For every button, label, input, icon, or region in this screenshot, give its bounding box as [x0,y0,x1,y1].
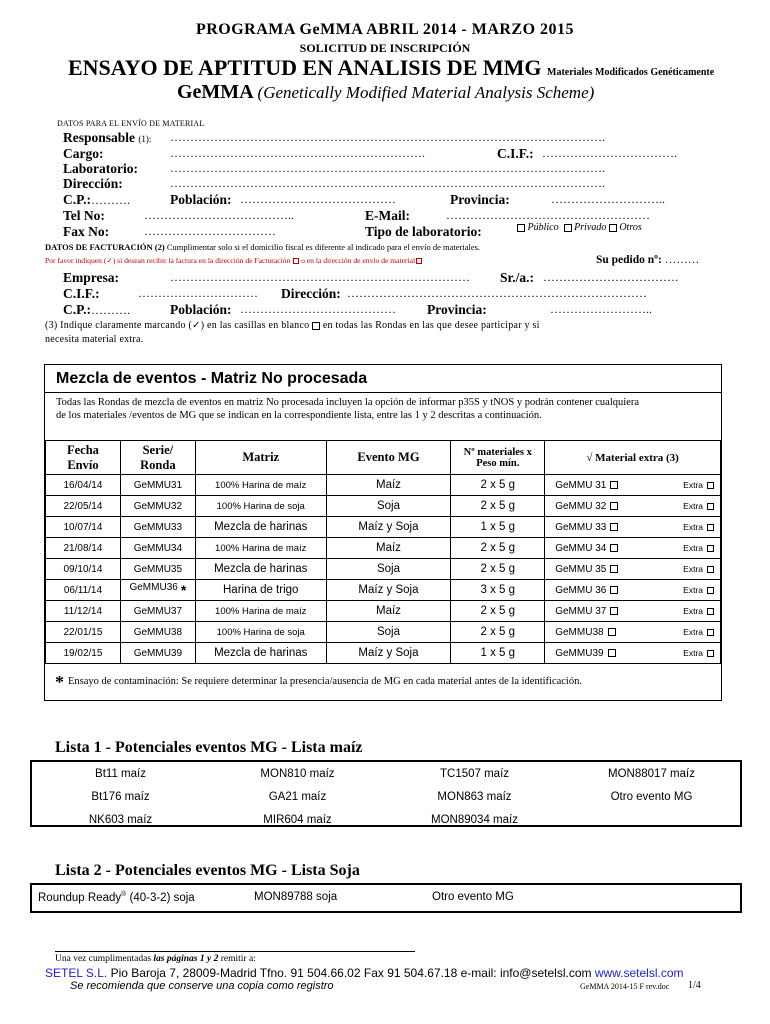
tel-label: Tel No: [63,208,105,223]
cell-num: 2 x 5 g [451,496,545,517]
note-3-cont: necesita material extra. [45,334,144,345]
cell-evento: Maíz y Soja [326,643,451,664]
sra-label: Sr./a.: [500,270,535,285]
cell-num: 1 x 5 g [451,517,545,538]
tipo-label: Tipo de laboratorio: [365,224,482,239]
cargo-field[interactable]: ………………………………………………………. [170,146,425,160]
extra-checkbox[interactable] [707,524,714,531]
mezcla-desc-1: Todas las Rondas de mezcla de eventos en matriz No procesada incluyen la opción de informar p35S y tNOS y podrán contener cualquiera [56,397,639,408]
table-row [46,601,721,622]
col-evento: Evento MG [326,441,451,475]
mezcla-title: Mezcla de eventos - Matriz No procesada [56,370,368,387]
cell-evento: Maíz [326,538,451,559]
extra-checkbox[interactable] [707,650,714,657]
cell-extra: GeMMU38 Extra [545,622,721,643]
footer-note: Se recomienda que conserve una copia como registro [70,980,334,992]
cell-serie: GeMMU33 [120,517,195,538]
list-item [563,808,740,831]
cell-num: 2 x 5 g [451,559,545,580]
empresa-label: Empresa: [63,270,119,285]
direccion-label: Dirección: [63,176,123,191]
list-item: MON810 maíz [260,767,335,780]
sra-field[interactable]: ……………………………. [543,270,678,284]
cell-fecha: 22/01/15 [46,622,121,643]
billing-cp-label: C.P.:………. [63,302,131,317]
cell-extra: GeMMU 34 Extra [545,538,721,559]
cell-serie: GeMMU34 [120,538,195,559]
ronda-checkbox[interactable] [608,649,616,657]
ronda-checkbox[interactable] [608,628,616,636]
extra-checkbox[interactable] [707,566,714,573]
cell-evento: Soja [326,496,451,517]
form-title: ENSAYO DE APTITUD EN ANALISIS DE MMG Materiales Modificados Genéticamente [68,55,715,80]
mezcla-footnote: Ensayo de contaminación: Se requiere determinar la presencia/ausencia de MG en cada material antes de la identificación. [68,676,582,687]
website-link[interactable]: www.setelsl.com [594,966,684,980]
list-item: MON89034 maíz [431,813,518,826]
list-item: MIR604 maíz [263,813,332,826]
billing-cif-field[interactable]: ………………………… [138,286,258,300]
footer-remit: Una vez cumplimentadas las páginas 1 y 2 remitir a: [55,954,256,964]
responsable-field[interactable]: ………………………………………………………………………………………………. [170,130,605,144]
cell-matriz: Mezcla de harinas [195,643,326,664]
cell-fecha: 09/10/14 [46,559,121,580]
list-item: Bt176 maíz [91,790,150,803]
cell-num: 2 x 5 g [451,538,545,559]
cell-num: 2 x 5 g [451,475,545,496]
table-row [46,475,721,496]
cell-num: 1 x 5 g [451,643,545,664]
cell-num: 2 x 5 g [451,622,545,643]
cell-matriz: 100% Harina de maíz [195,601,326,622]
cell-matriz: 100% Harina de soja [195,496,326,517]
footer-page: 1/4 [688,980,701,991]
cp-label: C.P.:………. [63,192,131,207]
cell-matriz: 100% Harina de soja [195,622,326,643]
list-item: Otro evento MG [610,790,693,803]
cell-extra: GeMMU 31 Extra [545,475,721,496]
fax-label: Fax No: [63,224,110,239]
billing-poblacion-label: Población: [170,302,232,317]
footer-contact: SETEL S.L. Pio Baroja 7, 28009-Madrid Tfno. 91 504.66.02 Fax 91 504.67.18 e-mail: info@setelsl.com www.setelsl.com [45,966,684,980]
shipping-address-checkbox[interactable] [416,258,422,264]
cell-fecha: 22/05/14 [46,496,121,517]
lista2-item-roundup: Roundup Ready® (40-3-2) soja [38,891,195,904]
cell-serie: GeMMU36 * [120,580,195,601]
fax-field[interactable]: …………………………… [144,224,276,238]
laboratorio-label: Laboratorio: [63,161,138,176]
cell-matriz: Harina de trigo [195,580,326,601]
laboratorio-field[interactable]: ………………………………………………………………………………………………. [170,161,605,175]
col-extra: √ Material extra (3) [545,441,721,475]
billing-direccion-field[interactable]: ………………………………………………………………… [347,286,647,300]
cell-evento: Soja [326,559,451,580]
billing-provincia-label: Provincia: [427,302,487,317]
form-subtitle: SOLICITUD DE INSCRIPCIÓN [299,41,471,55]
lista2-item-mon89788: MON89788 soja [254,891,338,903]
cell-serie: GeMMU39 [120,643,195,664]
list-item: NK603 maíz [88,813,153,826]
billing-address-checkbox[interactable] [293,258,299,264]
list-item: GA21 maíz [268,790,327,803]
note-3: (3) Indique claramente marcando (✓) en las casillas en blanco en todas las Rondas en las que desee participar y si [45,320,540,331]
ronda-checkbox[interactable] [610,565,618,573]
ronda-checkbox[interactable] [610,481,618,489]
cargo-label: Cargo: [63,146,104,161]
publico-checkbox[interactable] [517,224,525,232]
otros-checkbox[interactable] [609,224,617,232]
col-fecha: Fecha Envío [46,441,121,475]
cell-extra: GeMMU 35 Extra [545,559,721,580]
list-item: TC1507 maíz [439,767,510,780]
lista1-title: Lista 1 - Potenciales eventos MG - Lista maíz [55,739,363,756]
cell-fecha: 11/12/14 [46,601,121,622]
cell-evento: Maíz y Soja [326,517,451,538]
col-num: Nº materiales x Peso mín. [451,441,545,475]
cell-matriz: 100% Harina de maíz [195,538,326,559]
col-matriz: Matriz [195,441,326,475]
cell-serie: GeMMU35 [120,559,195,580]
empresa-field[interactable]: ………………………………………………………………… [170,270,470,284]
poblacion-field[interactable]: ………………………………… [240,192,396,206]
scheme-title: GeMMA (Genetically Modified Material Analysis Scheme) [177,81,595,103]
shipping-section-label: DATOS PARA EL ENVÍO DE MATERIAL [57,119,205,128]
list-row [32,808,740,831]
cell-extra: GeMMU 36 Extra [545,580,721,601]
extra-checkbox[interactable] [707,608,714,615]
direccion-field[interactable]: ………………………………………………………………………………………………. [170,176,605,190]
tel-field[interactable]: ……………………………….. [144,208,294,222]
cell-num: 2 x 5 g [451,601,545,622]
table-row [46,622,721,643]
extra-checkbox[interactable] [707,482,714,489]
cell-matriz: Mezcla de harinas [195,517,326,538]
events-table [45,440,721,664]
cell-serie: GeMMU37 [120,601,195,622]
billing-section: DATOS DE FACTURACIÓN (2) Cumplimentar solo si el domicilio fiscal es diferente al indicado para el envío de materiales. [45,242,481,252]
contamination-asterisk: * [180,582,187,598]
col-serie: Serie/ Ronda [120,441,195,475]
billing-cif-label: C.I.F.: [63,286,100,301]
ronda-checkbox[interactable] [610,607,618,615]
list-item: Bt11 maíz [95,767,146,780]
extra-checkbox[interactable] [707,545,714,552]
tipo-options: Público Privado Otros [517,222,642,233]
cif-field[interactable]: ……………………………. [542,146,677,160]
extra-checkbox[interactable] [707,587,714,594]
list-item: MON863 maíz [437,790,512,803]
table-row [46,517,721,538]
cell-fecha: 19/02/15 [46,643,121,664]
table-row [46,580,721,601]
cell-matriz: 100% Harina de maíz [195,475,326,496]
list-item: MON88017 maíz [608,767,695,780]
list-row [32,762,740,785]
ronda-checkbox[interactable] [610,523,618,531]
cif-label: C.I.F.: [497,146,534,161]
table-row [46,559,721,580]
cell-evento: Maíz [326,475,451,496]
poblacion-label: Población: [170,192,232,207]
email-field[interactable]: …………………………………………… [446,208,650,222]
table-row [46,643,721,664]
program-title: PROGRAMA GeMMA ABRIL 2014 - MARZO 2015 [195,21,575,38]
cell-extra: GeMMU 33 Extra [545,517,721,538]
extra-checkbox[interactable] [707,503,714,510]
billing-red-note: Por favor indiquen (✓) si desean recibir la factura en la dirección de Facturación o en la dirección de envío de material [45,256,422,265]
cell-extra: GeMMU 32 Extra [545,496,721,517]
cell-fecha: 10/07/14 [46,517,121,538]
list-row [32,785,740,808]
provincia-field[interactable]: ……………………….. [551,192,665,206]
pedido: Su pedido nº: ……… [596,254,700,266]
table-row [46,538,721,559]
cell-fecha: 21/08/14 [46,538,121,559]
billing-provincia-field[interactable]: …………………….. [550,302,652,316]
billing-poblacion-field[interactable]: ………………………………… [240,302,396,316]
cell-evento: Maíz [326,601,451,622]
cell-extra: GeMMU 37 Extra [545,601,721,622]
cell-fecha: 16/04/14 [46,475,121,496]
responsable-label: Responsable (1): [63,130,152,145]
cell-serie: GeMMU38 [120,622,195,643]
cell-num: 3 x 5 g [451,580,545,601]
footer-divider [55,951,415,952]
email-label: E-Mail: [365,208,410,223]
cell-serie: GeMMU32 [120,496,195,517]
mezcla-desc-2: de los materiales /eventos de MG que se indican en la correspondiente lista, entre las 1 y 2 descritas a continuación. [56,410,542,421]
cell-matriz: Mezcla de harinas [195,559,326,580]
cell-fecha: 06/11/14 [46,580,121,601]
cell-evento: Soja [326,622,451,643]
cell-extra: GeMMU39 Extra [545,643,721,664]
lista1-table [32,762,740,831]
provincia-label: Provincia: [450,192,510,207]
billing-direccion-label: Dirección: [281,286,341,301]
table-row [46,496,721,517]
footer-doc: GeMMA 2014-15 F rev.doc [580,982,670,991]
lista2-title: Lista 2 - Potenciales eventos MG - Lista Soja [55,862,360,879]
ronda-checkbox[interactable] [610,544,618,552]
cell-serie: GeMMU31 [120,475,195,496]
lista2-item-otro: Otro evento MG [432,891,514,903]
cell-evento: Maíz y Soja [326,580,451,601]
ronda-checkbox[interactable] [610,586,618,594]
ronda-checkbox[interactable] [610,502,618,510]
privado-checkbox[interactable] [564,224,572,232]
extra-checkbox[interactable] [707,629,714,636]
asterisk: * [55,672,64,692]
